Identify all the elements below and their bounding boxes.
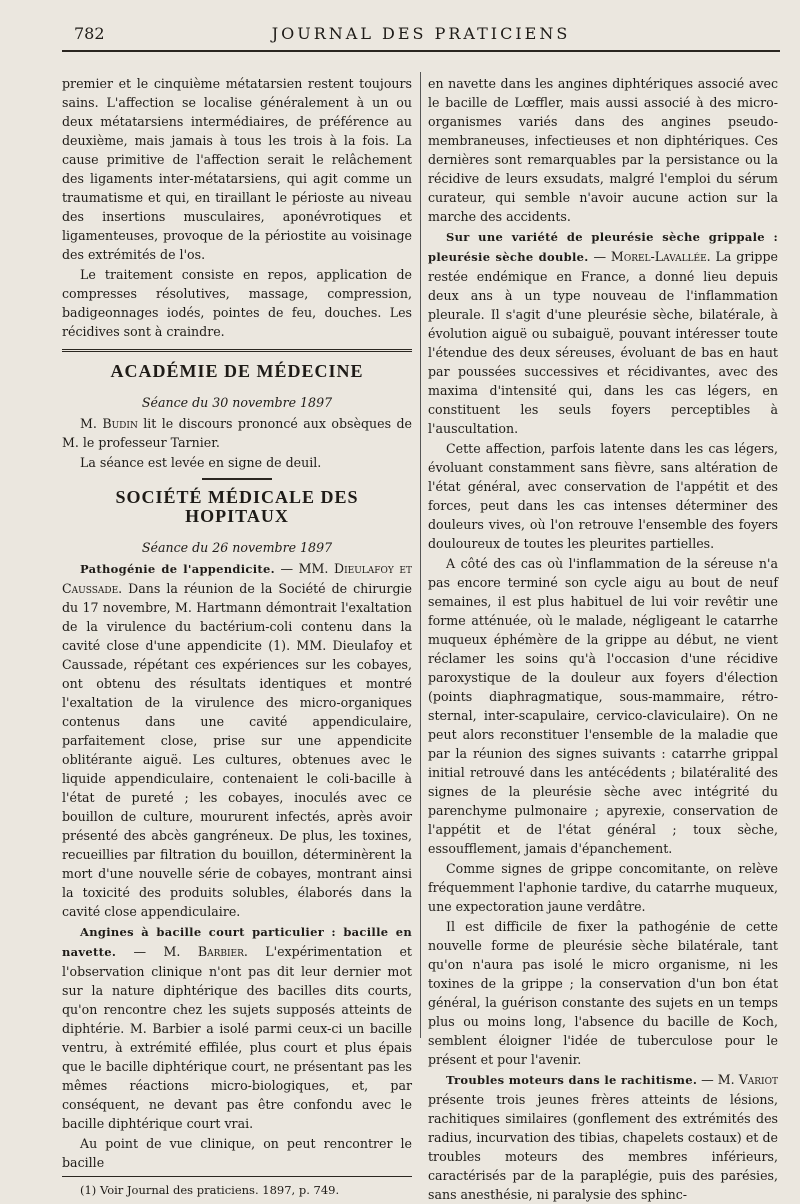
paragraph: La séance est levée en signe de deuil. — [80, 455, 322, 470]
subheading: Troubles moteurs dans le rachitisme. — [446, 1073, 698, 1087]
seance-date: Séance du 26 novembre 1897 — [141, 540, 333, 555]
header-rule — [62, 50, 780, 52]
paragraph: Cette affection, parfois latente dans les cas légers, évoluant constamment sans fièvre, sans altération de l'état général, avec conservation de l'appétit et des forces, peut dans les cas intenses déterminer des douleurs vives, où l'on retrouve l'ensemble des foyers douloureux de toutes les pleurites partielles. — [428, 441, 778, 551]
article-appendicite: Pathogénie de l'appendicite. — MM. Dieulafoy et Caussade. Dans la réunion de la Société de chirurgie du 17 novembre, M. Hartmann démontrait l'exaltation de la virulence du bactérium-coli contenu dans la cavité close d'une appendicite (1). MM. Dieulafoy et Caussade, répétant ces expériences sur les cobayes, ont obtenu des résultats identiques et montré l'exaltation de la virulence des micro-organiques contenus dans une cavité appendiculaire, parfaitement close, prise sur une appendicite oblitérante aiguë. Les cultures, obtenues avec le liquide appendiculaire, contenaient le coli-bacille à l'état de pureté ; les cobayes, inoculés avec ce bouillon de culture, moururent infectés, après avoir présenté des abcès gangréneux. De plus, les toxines, recueillies par filtration du bouillon, déterminèrent la mort d'une nouvelle série de cobayes, montrant ainsi la toxicité des produits solubles, élaborés dans la cavité close appendiculaire. — [62, 561, 412, 919]
paragraph: A côté des cas où l'inflammation de la séreuse n'a pas encore terminé son cycle aigu au bout de neuf semaines, il est plus habituel de lui voir revêtir une forme atténuée, où le malade, négligeant le catarrhe muqueux éphémère de la grippe au début, ne vient réclamer les soins qu'à l'occasion d'une récidive paroxystique de la douleur aux foyers d'élection (points diaphragmatique, sous-mammaire, rétro-sternal, inter-scapulaire, cervico-claviculaire). On ne peut alors reconstituer l'ensemble de la maladie que par la réunion des signes suivants : catarrhe grippal initial retrouvé dans les antécédents ; bilatéralité des signes de la pleurésie sèche avec intégrité du parenchyme pulmonaire ; apyrexie, conservation de l'appétit et de l'état général ; toux sèche, essoufflement, jamais d'épanchement. — [428, 556, 778, 856]
footnote: (1) Voir Journal des praticiens. 1897, p. 749. — [80, 1183, 340, 1197]
subheading: Angines à bacille court particulier : bacille en navette. — [62, 925, 412, 959]
author-name: Morel-Lavallée. — [610, 249, 711, 264]
page-header — [62, 22, 780, 50]
column-divider — [420, 72, 421, 1038]
author-name: Budin — [102, 416, 138, 431]
author-name: Variot — [738, 1072, 778, 1087]
section-rule — [62, 349, 412, 352]
paragraph: Comme signes de grippe concomitante, on relève fréquemment l'aphonie tardive, du catarrhe muqueux, une expectoration jaune verdâtre. — [428, 861, 778, 914]
seance-date: Séance du 30 novembre 1897 — [141, 395, 333, 410]
article-pleuresie: Sur une variété de pleurésie sèche grippale : pleurésie sèche double. — Morel-Lavallée. La grippe restée endémique en France, a donné lieu depuis deux ans à un type nouveau de l'inflammation pleurale. Il s'agit d'une pleurésie sèche, bilatérale, à évolution aiguë ou subaiguë, pouvant intéresser toute l'étendue des deux séreuses, évoluant de bas en haut par poussées successives et récidivantes, avec des maxima d'intensité qui, dans les cas légers, en constituent les seuls foyers perceptibles à l'auscultation. — [428, 230, 778, 436]
page-number: 782 — [74, 24, 105, 43]
journal-title: JOURNAL DES PRATICIENS — [271, 24, 571, 43]
paragraph: en navette dans les angines diphtériques associé avec le bacille de Lœffler, mais aussi associé à des micro-organismes variés dans des angines pseudo-membraneuses, infectieuses et non diphtériques. Ces dernières sont remarquables par la persistance ou la récidive de leurs exsudats, malgré l'emploi du sérum curateur, qui semble n'avoir aucune action sur la marche des accidents. — [428, 76, 778, 224]
paragraph: M. Budin lit le discours prononcé aux obsèques de M. le professeur Tarnier. — [62, 416, 412, 450]
short-rule — [202, 478, 272, 480]
footnote-rule — [62, 1176, 412, 1177]
author-name: Dieulafoy et Caussade. — [62, 561, 412, 596]
author-name: Barbier. — [197, 944, 248, 959]
subheading: Pathogénie de l'appendicite. — [80, 562, 275, 576]
paragraph: Il est difficile de fixer la pathogénie de cette nouvelle forme de pleurésie sèche bilatérale, tant qu'on n'aura pas isolé le micro organisme, ni les toxines de la grippe ; la conservation d'un bon état général, la guérison constante des sujets en un temps plus ou moins long, l'absence du bacille de Koch, semblent éloigner l'idée de tuberculose pour le présent et pour l'avenir. — [428, 919, 778, 1067]
paragraph: premier et le cinquième métatarsien restent toujours sains. L'affection se localise généralement à un ou deux métatarsiens intermédiaires, de préférence au deuxième, mais jamais à tous les trois à la fois. La cause primitive de l'affection serait le relâchement des ligaments inter-métatarsiens, qui agit comme un traumatisme et qui, en tiraillant le périoste au niveau des insertions musculaires, aponévrotiques et ligamenteuses, provoque de la périostite au voisinage des extrémités de l'os. — [62, 76, 412, 262]
section-title-societe: SOCIÉTÉ MÉDICALE DES HOPITAUX — [115, 487, 359, 526]
paragraph: Le traitement consiste en repos, application de compresses résolutives, massage, compression, badigeonnages iodés, pointes de feu, douches. Les récidives sont à craindre. — [62, 267, 412, 339]
section-title-academie: ACADÉMIE DE MÉDECINE — [110, 361, 364, 381]
subheading: Sur une variété de pleurésie sèche grippale : pleurésie sèche double. — [428, 230, 778, 264]
right-column — [428, 74, 778, 1202]
article-troubles: Troubles moteurs dans le rachitisme. — M. Variot présente trois jeunes frères atteints de lésions, rachitiques similaires (gonflement des extrémités des radius, incurvation des tibias, chapelets costaux) et de troubles moteurs des membres inférieurs, caractérisés par de la paraplégie, puis des parésies, sans anesthésie, ni paralysie des sphinc- — [428, 1072, 778, 1202]
left-column — [62, 74, 412, 1197]
paragraph: Au point de vue clinique, on peut rencontrer le bacille — [62, 1136, 412, 1170]
article-angines: Angines à bacille court particulier : bacille en navette. — M. Barbier. L'expérimentation et l'observation clinique n'ont pas dit leur dernier mot sur la nature diphtérique des bacilles dits courts, qu'on rencontre chez les sujets supposés atteints de diphtérie. M. Barbier a isolé parmi ceux-ci un bacille ventru, à extrémité effilée, plus court et plus épais que le bacille diphtérique court, ne présentant pas les mêmes réactions micro-biologiques, et, par conséquent, ne devant pas être confondu avec le bacille diphtérique court vrai. — [62, 925, 412, 1131]
